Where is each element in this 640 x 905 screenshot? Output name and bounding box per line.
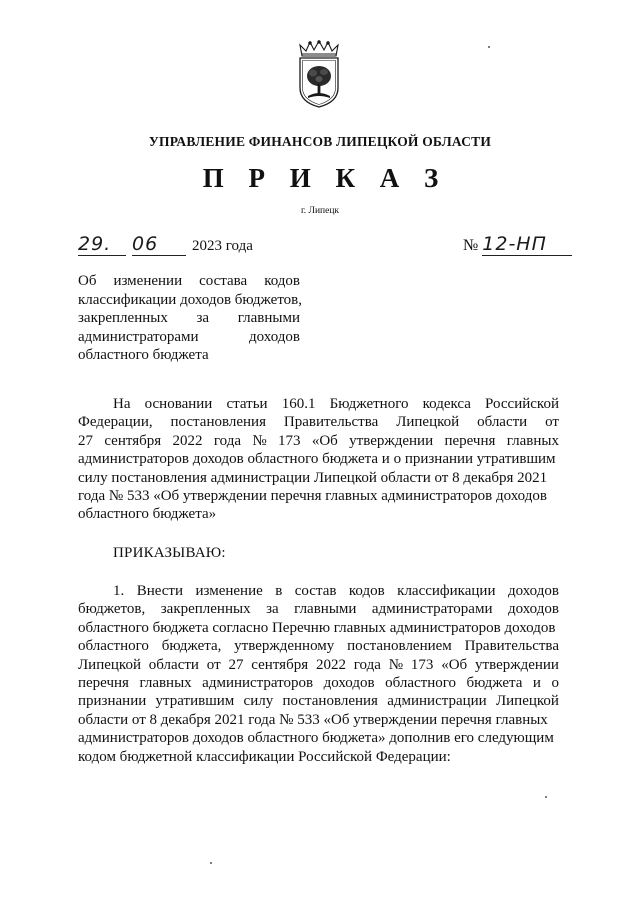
- text-word: и: [532, 675, 541, 692]
- text-word: закрепленных: [78, 310, 168, 327]
- text-word: 173: [410, 656, 434, 673]
- text-word: 2022: [172, 432, 203, 449]
- preamble-line: [78, 413, 559, 431]
- date-month-field: [132, 233, 176, 256]
- subject-line: [78, 328, 300, 347]
- text-word: доходов: [508, 601, 559, 618]
- text-word: закрепленных: [160, 601, 251, 618]
- text-word: Бюджетного: [329, 396, 409, 412]
- text-word: 27: [78, 432, 93, 449]
- item-1-lines: [78, 582, 559, 748]
- text-word: 2022: [315, 656, 346, 673]
- item-1-line: [78, 637, 559, 655]
- item-1-line: [78, 600, 559, 618]
- text-word: Об: [78, 273, 97, 289]
- preamble-line: [78, 487, 559, 505]
- preamble-lines: [78, 395, 559, 505]
- organization-title: УПРАВЛЕНИЕ ФИНАНСОВ ЛИПЕЦКОЙ ОБЛАСТИ: [148, 134, 492, 149]
- text-word: перечня: [444, 432, 496, 449]
- text-word: администраторами: [78, 328, 199, 345]
- item-1-paragraph: [78, 582, 559, 766]
- item-1-line: [78, 729, 559, 747]
- text-word: Липецкой: [495, 693, 559, 710]
- text-word: в: [275, 583, 283, 599]
- item-1-line: [78, 619, 559, 637]
- text-word: года № 533 «Об утверждении перечня главных администраторов доходов: [78, 488, 547, 505]
- text-word: утверждении: [349, 432, 434, 449]
- number-field: [482, 233, 572, 256]
- subject-last-line: областного бюджета: [78, 347, 209, 364]
- scan-speck: [210, 862, 212, 864]
- text-word: признании: [78, 693, 147, 710]
- text-word: за: [196, 310, 210, 327]
- document-date: [78, 233, 253, 257]
- text-word: главных: [506, 432, 559, 449]
- text-word: постановления: [282, 693, 378, 710]
- text-word: администраторов доходов областного бюджета» дополнив его следующим: [78, 730, 554, 747]
- text-word: утверждении: [475, 656, 559, 673]
- text-word: за: [266, 601, 279, 618]
- text-word: состава: [199, 273, 248, 289]
- text-word: доходов: [507, 583, 559, 599]
- item-1-last-line: кодом бюджетной классификации Российской Федерации:: [78, 748, 451, 765]
- text-word: Липецкой: [78, 656, 141, 673]
- subject-line: [78, 291, 303, 310]
- text-word: силу: [243, 693, 274, 710]
- item-1-line: [78, 674, 559, 692]
- text-word: администраторов: [202, 675, 314, 692]
- text-word: главных: [139, 675, 192, 692]
- order-subject: [78, 272, 303, 365]
- text-word: от: [545, 414, 559, 431]
- scan-speck: [488, 46, 490, 48]
- text-word: кодекса: [422, 396, 471, 412]
- text-word: сентября: [104, 432, 162, 449]
- text-word: «Об: [441, 656, 468, 673]
- item-1-line: [78, 656, 559, 674]
- date-separator-line: [176, 238, 186, 256]
- text-word: Правительства: [464, 638, 559, 655]
- text-word: №: [252, 432, 267, 449]
- text-word: кодов: [348, 583, 385, 599]
- text-word: постановлением: [347, 638, 452, 655]
- text-word: 160.1: [281, 396, 316, 412]
- text-word: силу постановления администрации Липецкой области от 8 декабря 2021: [78, 469, 548, 486]
- text-word: доходов: [323, 675, 375, 692]
- text-word: области от 8 декабря 2021 года № 533 «Об утверждении перечня главных: [78, 711, 548, 728]
- text-word: сентября: [251, 656, 309, 673]
- document-type-title: П Р И К А З: [202, 163, 448, 193]
- text-word: главными: [294, 601, 357, 618]
- text-word: состав: [294, 583, 337, 599]
- text-word: главными: [237, 310, 300, 327]
- text-word: утвержденному: [234, 638, 335, 655]
- subject-line: [78, 272, 300, 291]
- text-word: Липецкой: [396, 414, 460, 431]
- date-year-text: 2023 года: [192, 238, 253, 254]
- text-word: №: [388, 656, 404, 673]
- text-word: областного: [78, 638, 149, 655]
- date-day-field: [78, 233, 126, 256]
- text-word: доходов: [249, 328, 300, 345]
- text-word: бюджета: [466, 675, 523, 692]
- subject-line: [78, 309, 300, 328]
- order-keyword: ПРИКАЗЫВАЮ:: [113, 545, 226, 561]
- text-word: утратившим: [155, 693, 235, 710]
- preamble-line: [78, 432, 559, 450]
- city-label: г. Липецк: [300, 206, 340, 216]
- text-word: изменении: [113, 273, 183, 289]
- text-word: года: [213, 432, 241, 449]
- text-word: администрации: [387, 693, 487, 710]
- text-word: классификации доходов бюджетов,: [78, 291, 303, 308]
- text-word: Российской: [485, 396, 559, 412]
- text-word: На: [113, 396, 131, 412]
- number-prefix: №: [463, 237, 479, 254]
- text-word: Внести: [136, 583, 184, 599]
- date-day-handwritten: 29.: [78, 233, 112, 255]
- text-word: области: [477, 414, 528, 431]
- text-word: кодов: [264, 273, 300, 289]
- text-word: бюджетов,: [78, 601, 146, 618]
- text-word: основании: [144, 396, 213, 412]
- item-1-line: [78, 582, 559, 600]
- text-word: администраторов доходов областного бюджета и о признании утратившим: [78, 451, 556, 468]
- preamble-line: [78, 450, 559, 468]
- preamble-line: [78, 395, 559, 413]
- coat-of-arms-icon: [294, 40, 344, 108]
- crown-icon: [300, 41, 338, 56]
- text-word: 173: [278, 432, 301, 449]
- scan-speck: [545, 796, 547, 798]
- document-number: [463, 233, 572, 256]
- text-word: областного бюджета согласно Перечню главных администраторов доходов: [78, 619, 556, 636]
- text-word: перечня: [78, 675, 129, 692]
- text-word: от: [206, 656, 221, 673]
- text-word: о: [551, 675, 559, 692]
- text-word: областного: [385, 675, 457, 692]
- text-word: года: [353, 656, 381, 673]
- text-word: статьи: [226, 396, 268, 412]
- text-word: классификации: [397, 583, 496, 599]
- text-word: 27: [228, 656, 244, 673]
- item-1-line: [78, 692, 559, 710]
- text-word: «Об: [311, 432, 338, 449]
- text-word: постановления: [170, 414, 266, 431]
- text-word: 1.: [113, 583, 125, 599]
- item-1-line: [78, 711, 559, 729]
- preamble-last-line: областного бюджета»: [78, 506, 217, 523]
- text-word: Федерации,: [78, 414, 153, 431]
- preamble-line: [78, 469, 559, 487]
- text-word: изменение: [195, 583, 263, 599]
- text-word: Правительства: [283, 414, 379, 431]
- text-word: области: [148, 656, 199, 673]
- text-word: бюджета,: [161, 638, 222, 655]
- date-month-handwritten: 06: [132, 233, 159, 255]
- number-handwritten: 12-НП: [482, 233, 547, 255]
- subject-lines: [78, 272, 303, 346]
- text-word: администраторами: [371, 601, 493, 618]
- preamble-paragraph: [78, 395, 559, 524]
